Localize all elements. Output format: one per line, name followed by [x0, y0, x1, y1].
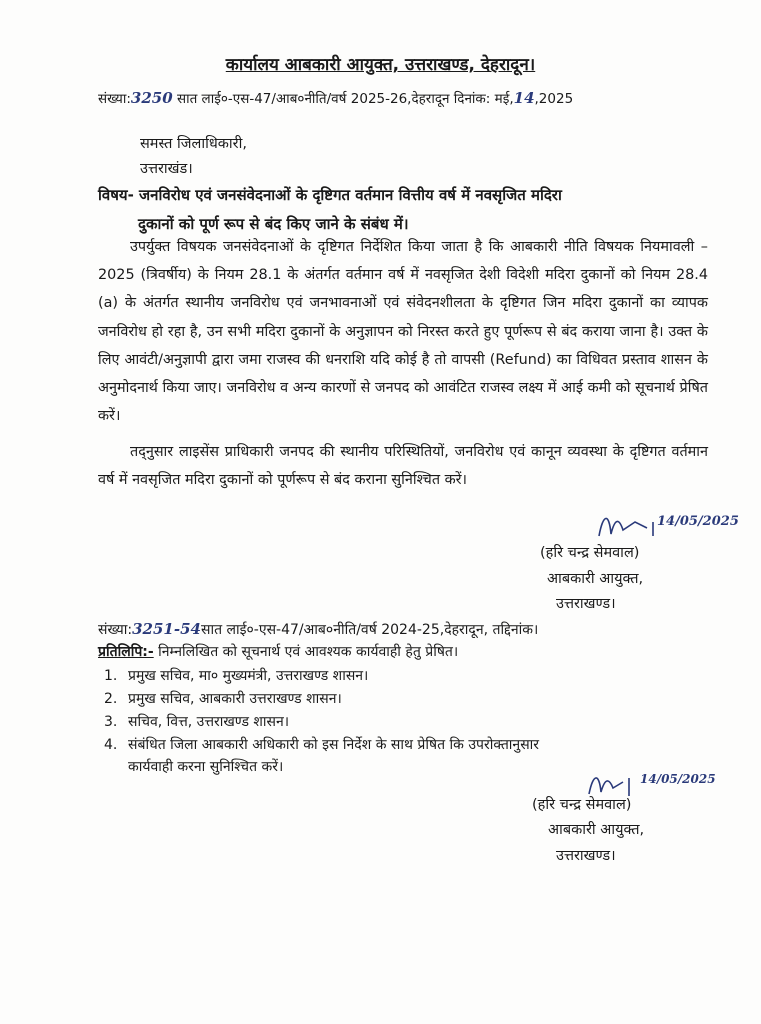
- copy-list-item: 1. प्रमुख सचिव, मा० मुख्यमंत्री, उत्तराखण्ड शासन।: [104, 668, 369, 684]
- signatory-state: उत्तराखण्ड।: [556, 596, 616, 612]
- office-title: कार्यालय आबकारी आयुक्त, उत्तराखण्ड, देहरादून।: [225, 55, 536, 75]
- copy-list-item: 2. प्रमुख सचिव, आबकारी उत्तराखण्ड शासन।: [104, 691, 342, 707]
- copy-list-item-4-continuation: कार्यवाही करना सुनिश्चित करें।: [128, 759, 284, 775]
- body-paragraph-2: [98, 438, 708, 494]
- reference-day: 14: [513, 89, 535, 107]
- body-paragraph-2-text: तद्नुसार लाइसेंस प्राधिकारी जनपद की स्थानीय परिस्थितियों, जनविरोध एवं कानून व्यवस्था के दृष्टिगत वर्तमान वर्ष में नवसृजित मदिरा दुकानों को पूर्णरूप से बंद कराना सुनिश्चित करें।: [98, 444, 708, 489]
- addressee-line2: उत्तराखंड।: [140, 161, 193, 177]
- subject-line2: दुकानों को पूर्ण रूप से बंद किए जाने के संबंध में।: [138, 215, 409, 233]
- subject-line1: विषय- जनविरोध एवं जनसंवेदनाओं के दृष्टिगत वर्तमान वित्तीय वर्ष में नवसृजित मदिरा: [98, 186, 562, 204]
- office-heading: [0, 52, 761, 75]
- copy-list-item: 3. सचिव, वित्त, उत्तराखण्ड शासन।: [104, 714, 290, 730]
- subject: [98, 181, 708, 239]
- signatory-name: (हरि चन्द्र सेमवाल): [540, 545, 640, 561]
- copy-label: प्रतिलिपि:-: [98, 644, 154, 660]
- signature-2-date: 14/05/2025: [640, 772, 716, 786]
- copy-heading: [98, 642, 458, 661]
- signatory-2-name: (हरि चन्द्र सेमवाल): [532, 797, 632, 813]
- addressee-line1: समस्त जिलाधिकारी,: [140, 136, 247, 152]
- signatory-2-state: उत्तराखण्ड।: [556, 848, 616, 864]
- copy-intro: निम्नलिखित को सूचनार्थ एवं आवश्यक कार्यवाही हेतु प्रेषित।: [153, 644, 459, 660]
- body-paragraph-1: [98, 233, 708, 430]
- signatory-designation: आबकारी आयुक्त,: [547, 571, 644, 587]
- signatory-2-designation: आबकारी आयुक्त,: [548, 822, 645, 838]
- copy-ref-prefix: संख्या:: [98, 622, 133, 638]
- copy-ref-text: सात लाई०-एस-47/आब०नीति/वर्ष 2024-25,देहरादून, तद्दिनांक।: [200, 622, 539, 638]
- reference-text: सात लाई०-एस-47/आब०नीति/वर्ष 2025-26,देहरादून दिनांक: मई,: [172, 91, 514, 107]
- copy-reference-line: [98, 620, 538, 639]
- body-paragraph-1-text: उपर्युक्त विषयक जनसंवेदनाओं के दृष्टिगत निर्देशित किया जाता है कि आबकारी नीति विषयक नियमावली – 2025 (त्रिवर्षीय) के नियम 28.1 के अंतर्गत वर्तमान वर्ष में नवसृजित देशी विदेशी मदिरा दुकानों को नियम 28.4 (a) के अंतर्गत स्थानीय जनविरोध एवं जनभावनाओं एवं संवेदनशीलता के दृष्टिगत जिन मदिरा दुकानों का व्यापक जनविरोध हो रहा है, उन सभी मदिरा दुकानों के अनुज्ञापन को निरस्त करते हुए पूर्णरूप से बंद कराया जाना है। उक्त के लिए आवंटी/अनुज्ञापी द्वारा जमा राजस्व की धनराशि यदि कोई है तो वापसी (Refund) का विधिवत प्रस्ताव शासन के अनुमोदनार्थ किया जाए। जनविरोध व अन्य कारणों से जनपद को आवंटित राजस्व लक्ष्य में आई कमी को सूचनार्थ प्रेषित करें।: [98, 239, 708, 425]
- reference-prefix: संख्या:: [98, 91, 131, 107]
- reference-year: ,2025: [534, 91, 574, 107]
- signature-date: 14/05/2025: [657, 514, 739, 529]
- reference-line: [98, 89, 573, 107]
- reference-number: 3250: [130, 89, 173, 107]
- copy-ref-number: 3251-54: [132, 620, 201, 638]
- copy-list-item: 4. संबंधित जिला आबकारी अधिकारी को इस निर्देश के साथ प्रेषित कि उपरोक्तानुसार: [104, 737, 540, 753]
